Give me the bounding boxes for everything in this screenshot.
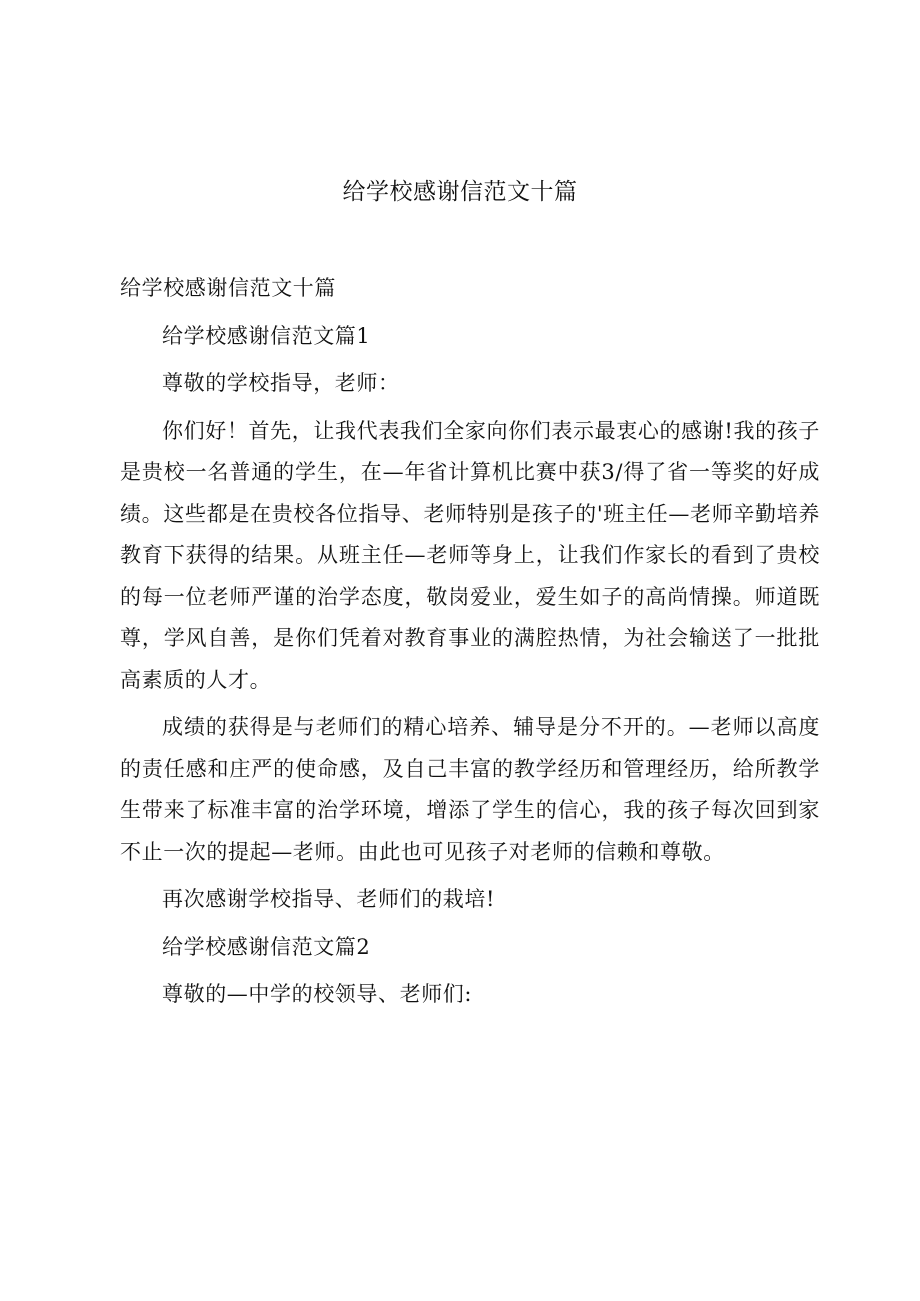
salutation: 尊敬的—中学的校领导、老师们:	[162, 982, 473, 1006]
document-body	[120, 268, 820, 1022]
section-heading: 给学校感谢信范文篇1	[162, 323, 371, 348]
body-paragraph: 成绩的获得是与老师们的精心培养、辅导是分不开的。—老师以高度的责任感和庄严的使命感，及自己丰富的教学经历和管理经历，给所教学生带来了标准丰富的治学环境，增添了学生的信心，我的孩子每次回到家不止一次的提起—老师。由此也可见孩子对老师的信赖和尊敬。	[120, 715, 820, 864]
document-subtitle: 给学校感谢信范文十篇	[120, 276, 336, 300]
salutation: 尊敬的学校指导，老师：	[162, 371, 400, 395]
body-paragraph: 你们好！首先，让我代表我们全家向你们表示最衷心的感谢!我的孩子是贵校一名普通的学生，在—年省计算机比赛中获3/得了省一等奖的好成绩。这些都是在贵校各位指导、老师特别是孩子的'班主任—老师辛勤培养教育下获得的结果。从班主任—老师等身上，让我们作家长的看到了贵校的每一位老师严谨的治学态度，敬岗爱业，爱生如子的高尚情操。师道既尊，学风自善，是你们凭着对教育事业的满腔热情，为社会输送了一批批高素质的人才。	[120, 418, 820, 692]
closing-paragraph: 再次感谢学校指导、老师们的栽培!	[162, 887, 496, 911]
section-heading: 给学校感谢信范文篇2	[162, 934, 371, 959]
page-title: 给学校感谢信范文十篇	[342, 179, 578, 205]
